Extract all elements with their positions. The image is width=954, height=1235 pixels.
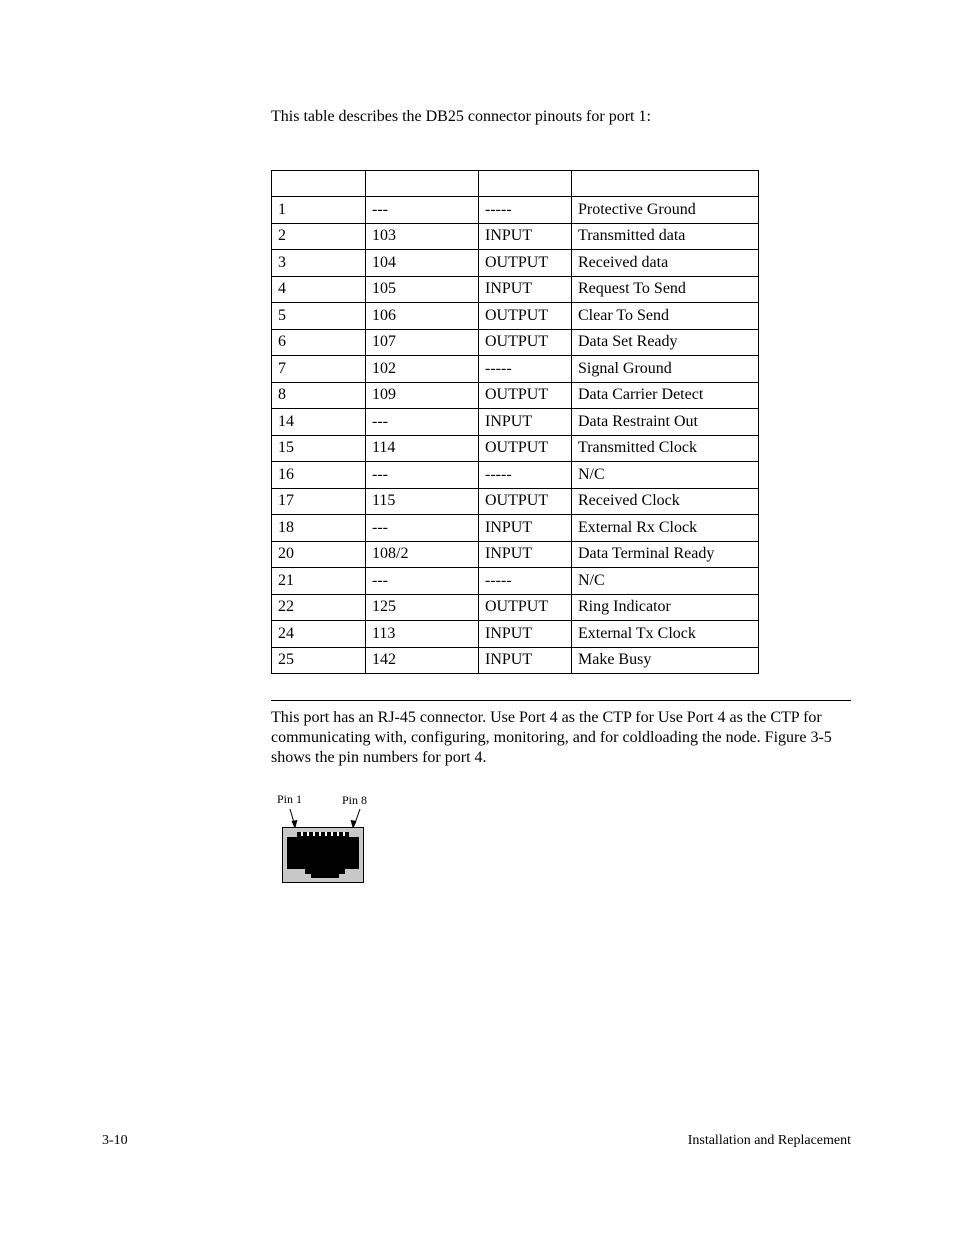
table-cell: 21 (272, 568, 366, 595)
table-cell: INPUT (479, 515, 572, 542)
table-cell: --- (366, 409, 479, 436)
table-row (272, 435, 759, 462)
table-cell: Received Clock (572, 488, 759, 515)
table-cell: OUTPUT (479, 329, 572, 356)
table-cell: 5 (272, 303, 366, 330)
table-cell: --- (366, 197, 479, 224)
table-cell: 107 (366, 329, 479, 356)
table-cell: ----- (479, 462, 572, 489)
table-cell: ----- (479, 197, 572, 224)
table-cell: Make Busy (572, 647, 759, 674)
table-cell: 104 (366, 250, 479, 277)
table-cell: 3 (272, 250, 366, 277)
table-row (272, 515, 759, 542)
table-cell: External Rx Clock (572, 515, 759, 542)
table-cell: Data Restraint Out (572, 409, 759, 436)
table-row (272, 621, 759, 648)
table-cell: ----- (479, 568, 572, 595)
table-cell: 20 (272, 541, 366, 568)
table-row (272, 329, 759, 356)
table-cell: Data Terminal Ready (572, 541, 759, 568)
table-row (272, 197, 759, 224)
section-divider (271, 700, 851, 701)
table-row (272, 223, 759, 250)
rj45-figure (276, 790, 376, 890)
table-row (272, 303, 759, 330)
table-cell: 1 (272, 197, 366, 224)
table-cell: INPUT (479, 541, 572, 568)
table-cell: N/C (572, 462, 759, 489)
table-cell: OUTPUT (479, 250, 572, 277)
table-cell: Ring Indicator (572, 594, 759, 621)
table-cell: 108/2 (366, 541, 479, 568)
table-cell: 24 (272, 621, 366, 648)
table-cell: OUTPUT (479, 382, 572, 409)
table-row (272, 541, 759, 568)
table-row (272, 594, 759, 621)
table-cell: 109 (366, 382, 479, 409)
table-cell: 14 (272, 409, 366, 436)
table-cell: Data Set Ready (572, 329, 759, 356)
table-cell: OUTPUT (479, 435, 572, 462)
table-cell: INPUT (479, 409, 572, 436)
table-cell: 7 (272, 356, 366, 383)
table-cell: INPUT (479, 621, 572, 648)
table-cell: 113 (366, 621, 479, 648)
table-row (272, 568, 759, 595)
table-cell: 125 (366, 594, 479, 621)
table-cell: Protective Ground (572, 197, 759, 224)
table-row (272, 250, 759, 277)
table-cell: Received data (572, 250, 759, 277)
table-header-row (272, 171, 759, 197)
table-row (272, 462, 759, 489)
table-cell: 8 (272, 382, 366, 409)
table-cell: 4 (272, 276, 366, 303)
table-cell: --- (366, 515, 479, 542)
table-cell: --- (366, 568, 479, 595)
table-cell: 105 (366, 276, 479, 303)
table-cell: 17 (272, 488, 366, 515)
table-row (272, 276, 759, 303)
table-header-cell (272, 171, 366, 197)
pin8-label: Pin 8 (342, 793, 368, 807)
table-cell: 102 (366, 356, 479, 383)
table-cell: OUTPUT (479, 594, 572, 621)
table-cell: 103 (366, 223, 479, 250)
table-cell: Transmitted data (572, 223, 759, 250)
table-cell: Transmitted Clock (572, 435, 759, 462)
rj45-connector-icon (276, 790, 376, 890)
table-cell: 22 (272, 594, 366, 621)
table-cell: 25 (272, 647, 366, 674)
intro-text: This table describes the DB25 connector pinouts for port 1: (271, 108, 651, 125)
table-row (272, 409, 759, 436)
pin1-label: Pin 1 (277, 792, 303, 806)
table-cell: 18 (272, 515, 366, 542)
table-cell: INPUT (479, 647, 572, 674)
table-cell: Data Carrier Detect (572, 382, 759, 409)
table-row (272, 488, 759, 515)
table-cell: Signal Ground (572, 356, 759, 383)
table-cell: ----- (479, 356, 572, 383)
table-header-cell (572, 171, 759, 197)
table-cell: 106 (366, 303, 479, 330)
table-cell: 2 (272, 223, 366, 250)
table-cell: 142 (366, 647, 479, 674)
footer-section-title: Installation and Replacement (687, 1133, 851, 1148)
table-cell: 115 (366, 488, 479, 515)
table-row (272, 647, 759, 674)
db25-pinout-table (271, 170, 759, 674)
table-cell: 6 (272, 329, 366, 356)
table-cell: --- (366, 462, 479, 489)
table-cell: INPUT (479, 223, 572, 250)
table-header-cell (366, 171, 479, 197)
table-cell: N/C (572, 568, 759, 595)
page-number: 3-10 (102, 1133, 128, 1148)
table-cell: INPUT (479, 276, 572, 303)
table-header-cell (479, 171, 572, 197)
table-cell: Request To Send (572, 276, 759, 303)
table-cell: External Tx Clock (572, 621, 759, 648)
table-row (272, 382, 759, 409)
table-cell: OUTPUT (479, 303, 572, 330)
table-cell: Clear To Send (572, 303, 759, 330)
table-cell: 16 (272, 462, 366, 489)
table-cell: OUTPUT (479, 488, 572, 515)
table-cell: 15 (272, 435, 366, 462)
table-cell: 114 (366, 435, 479, 462)
table-row (272, 356, 759, 383)
port4-description: This port has an RJ-45 connector. Use Port 4 as the CTP for Use Port 4 as the CTP for communicating with, configuring, monitoring, and for coldloading the node. Figure 3-5 shows the pin numbers for port 4. (271, 709, 832, 766)
